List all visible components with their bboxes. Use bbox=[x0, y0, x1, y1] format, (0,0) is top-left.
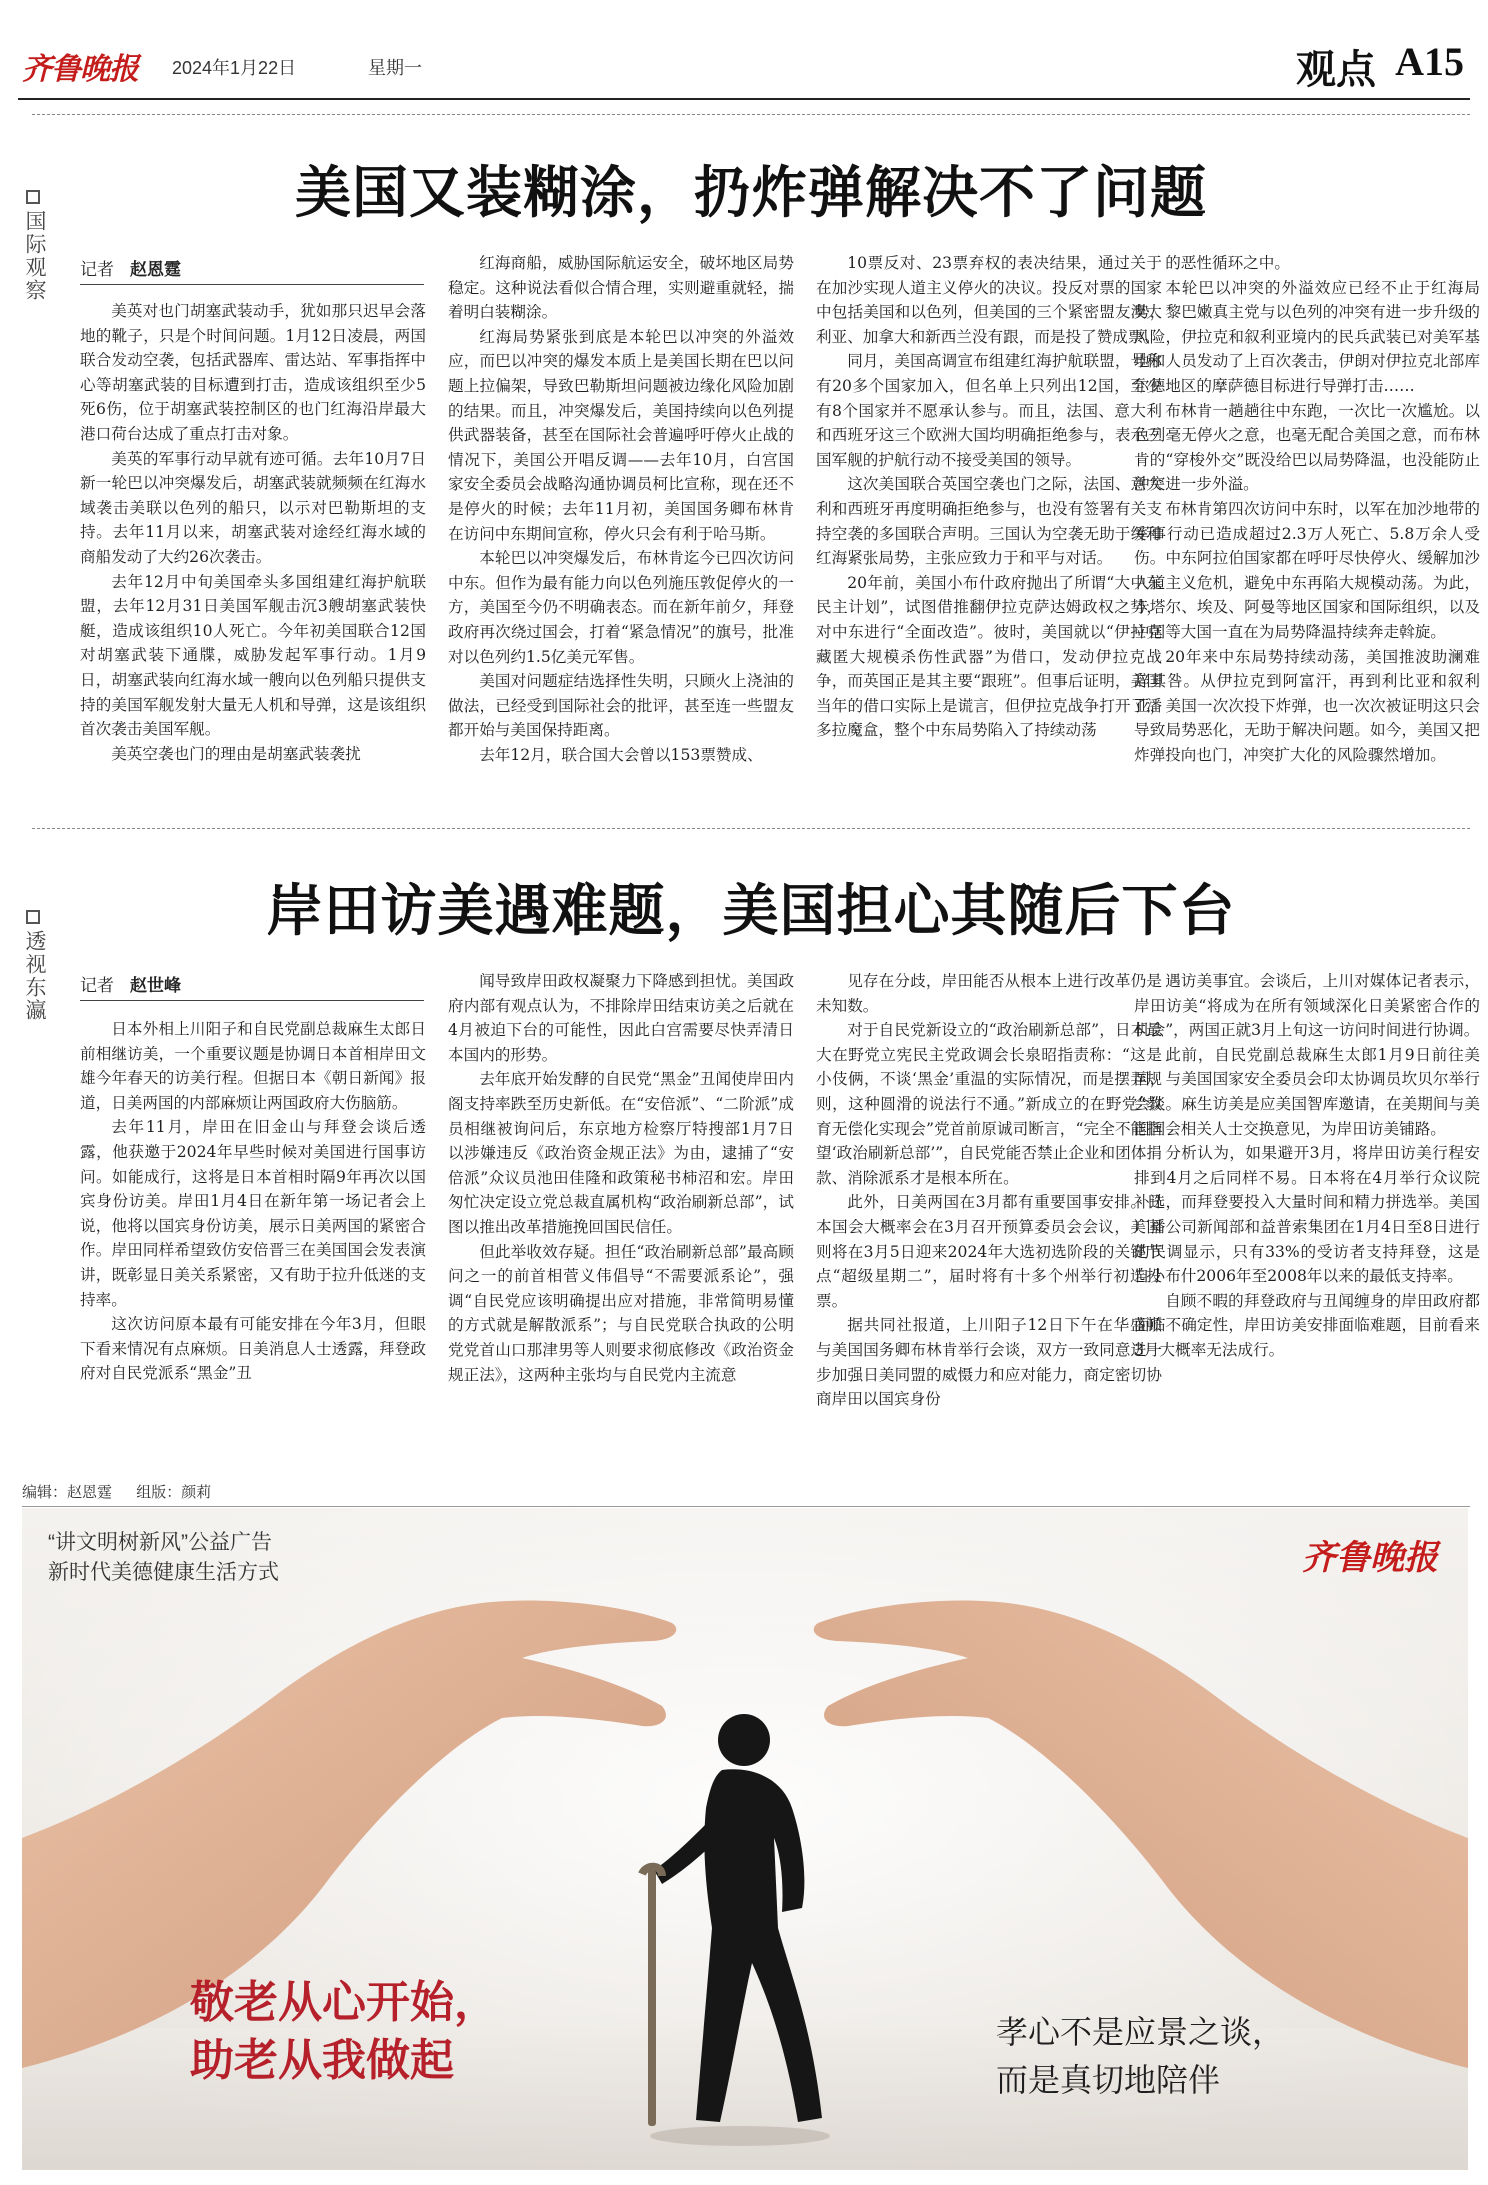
article-paragraph: 遇访美事宜。会谈后，上川对媒体记者表示，岸田访美“将成为在所有领域深化日美紧密合作的机会”，两国正就3月上旬这一访问时间进行协调。 bbox=[1134, 972, 1480, 1040]
article-paragraph: 这次访问原本最有可能安排在今年3月，但眼下看来情况有点麻烦。日美消息人士透露，拜登政府对自民党派系“黑金”丑 bbox=[80, 1315, 426, 1383]
article-1-column-2 bbox=[448, 251, 794, 799]
article-paragraph: 美英的军事行动早就有迹可循。去年10月7日新一轮巴以冲突爆发后，胡塞武装就频频在红海水域袭击美联以色列的船只，以示对巴勒斯坦的支持。去年11月以来，胡塞武装对途经红海水域的商船发动了大约26次袭击。 bbox=[80, 449, 426, 566]
article-paragraph: 对于自民党新设立的“政治刷新总部”，日本最大在野党立宪民主党政调会长泉昭指责称：“这是小伎俩，不谈‘黑金’重温的实际情况，而是摆弄规则，这种圆滑的说法行不通。”新成立的在野党“教育无偿化实现会”党首前原诚司断言，“完全不能指望‘政治刷新总部’”，自民党能否禁止企业和团体捐款、消除派系才是根本所在。 bbox=[816, 1021, 1162, 1187]
column-label-international: 国际观察 bbox=[22, 190, 44, 308]
ad-campaign-tag: “讲文明树新风”公益广告 新时代美德健康生活方式 bbox=[48, 1531, 279, 1584]
editor-name: 编辑：赵恩霆 bbox=[22, 1484, 113, 1501]
article-paragraph: 自顾不暇的拜登政府与丑闻缠身的岸田政府都面临不确定性，岸田访美安排面临难题，目前看来3月大概率无法成行。 bbox=[1134, 1291, 1480, 1359]
article-paragraph: 美国对问题症结选择性失明，只顾火上浇油的做法，已经受到国际社会的批评，甚至连一些盟友都开始与美国保持距离。 bbox=[448, 672, 794, 740]
article-paragraph: 10票反对、23票弃权的表决结果，通过关于在加沙实现人道主义停火的决议。投反对票的国家中包括美国和以色列，但美国的三个紧密盟友澳大利亚、加拿大和新西兰没有跟，而是投了赞成票。 bbox=[816, 254, 1162, 346]
ad-newspaper-logo: 齐鲁晚报 bbox=[1302, 1538, 1438, 1578]
article-2-title: 岸田访美遇难题，美国担心其随后下台 bbox=[266, 878, 1236, 944]
article-paragraph: 20年来中东局势持续动荡，美国推波助澜难辞其咎。从伊拉克到阿富汗，再到利比亚和叙利亚，美国一次次投下炸弹，也一次次被证明这只会导致局势恶化，无助于解决问题。如今，美国又把炸弹投向也门，冲突扩大化的风险骤然增加。 bbox=[1134, 647, 1480, 764]
article-1-title: 美国又装糊涂，扔炸弹解决不了问题 bbox=[295, 160, 1207, 226]
article-paragraph: 此前，自民党副总裁麻生太郎1月9日前往美国，与美国国家安全委员会印太协调员坎贝尔举行会谈。麻生访美是应美国智库邀请，在美期间与美国国会相关人士交换意见，为岸田访美铺路。 bbox=[1134, 1045, 1480, 1138]
article-paragraph: 布林肯第四次访问中东时，以军在加沙地带的军事行动已造成超过2.3万人死亡、5.8万余人受伤。中东阿拉伯国家都在呼吁尽快停火、缓解加沙人道主义危机，避免中东再陷大规模动荡。为此，卡塔尔、埃及、阿曼等地区国家和国际组织，以及中国等大国一直在为局势降温持续奔走斡旋。 bbox=[1134, 499, 1480, 641]
article-1 bbox=[32, 114, 1480, 814]
public-service-ad bbox=[22, 1508, 1468, 2170]
article-paragraph: 这次美国联合英国空袭也门之际，法国、意大利和西班牙再度明确拒绝参与，也没有签署有关支持空袭的多国联合声明。三国认为空袭无助于缓和红海紧张局势，主张应致力于和平与对话。 bbox=[816, 475, 1162, 568]
article-2-column-4 bbox=[1134, 969, 1480, 1467]
article-2-column-3 bbox=[816, 969, 1162, 1467]
ad-slogan-left: 敬老从心开始， 助老从我做起 bbox=[190, 1977, 498, 2086]
article-paragraph: 据共同社报道，上川阳子12日下午在华盛顿与美国国务卿布林肯举行会谈，双方一致同意进一步加强日美同盟的威慑力和应对能力，商定密切协商岸田以国宾身份 bbox=[816, 1316, 1162, 1409]
article-paragraph: 去年底开始发酵的自民党“黑金”丑闻使岸田内阁支持率跌至历史新低。在“安倍派”、“二阶派”成员相继被询问后，东京地方检察厅特搜部1月7日以涉嫌违反《政治资金规正法》为由，逮捕了“安倍派”众议员池田佳隆和政策秘书柿沼和宏。岸田匆忙决定设立党总裁直属机构“政治刷新总部”，试图以推出改革措施挽回国民信任。 bbox=[448, 1070, 794, 1236]
article-paragraph: 20年前，美国小布什政府抛出了所谓“大中东民主计划”，试图借推翻伊拉克萨达姆政权之势，对中东进行“全面改造”。彼时，美国就以“伊拉克藏匿大规模杀伤性武器”为借口，发动伊拉克战争，而英国正是其主要“跟班”。但事后证明，美国当年的借口实际上是谎言，但伊拉克战争打开了潘多拉魔盒，整个中东局势陷入了持续动荡 bbox=[816, 573, 1162, 740]
article-paragraph: 美英空袭也门的理由是胡塞武装袭扰 bbox=[111, 744, 361, 763]
article-1-byline: 记者 赵恩霆 bbox=[80, 255, 424, 285]
article-1-author: 赵恩霆 bbox=[130, 260, 181, 279]
article-paragraph: 的恶性循环之中。 bbox=[1165, 254, 1290, 272]
article-paragraph: 本轮巴以冲突爆发后，布林肯迄今已四次访问中东。但作为最有能力向以色列施压敦促停火的一方，美国至今仍不明确表态。而在新年前夕，拜登政府再次绕过国会，打着“紧急情况”的旗号，批准对以色列约1.5亿美元军售。 bbox=[448, 549, 794, 666]
article-2-author: 赵世峰 bbox=[130, 976, 181, 995]
article-paragraph: 红海商船，威胁国际航运安全，破坏地区局势稳定。这种说法看似合情合理，实则避重就轻，揣着明白装糊涂。 bbox=[448, 254, 794, 322]
article-paragraph: 美英对也门胡塞武装动手，犹如那只迟早会落地的靴子，只是个时间问题。1月12日凌晨，两国联合发动空袭，包括武器库、雷达站、军事指挥中心等胡塞武装的目标遭到打击，造成该组织至少5死6伤，位于胡塞武装控制区的也门红海沿岸最大港口荷台达成了重点打击对象。 bbox=[80, 302, 426, 443]
column-label-japan: 透视东瀛 bbox=[22, 910, 44, 1028]
section-name: 观点 bbox=[1296, 46, 1376, 93]
masthead bbox=[18, 0, 1470, 100]
layout-name: 组版：颜莉 bbox=[136, 1484, 212, 1501]
article-paragraph: 分析认为，如果避开3月，将岸田访美行程安排到4月之后同样不易。日本将在4月举行众议院补选，而拜登要投入大量时间和精力拼选举。美国广播公司新闻部和益普索集团在1月4日至8日进行的民调显示，只有33%的受访者支持拜登，这是自小布什2006年至2008年以来的最低支持率。 bbox=[1134, 1144, 1480, 1286]
article-paragraph: 红海局势紧张到底是本轮巴以冲突的外溢效应，而巴以冲突的爆发本质上是美国长期在巴以问题上拉偏架，导致巴勒斯坦问题被边缘化风险加剧的结果。而且，冲突爆发后，美国持续向以色列提供武器装备，甚至在国际社会普遍呼吁停火止战的情况下，美国公开唱反调——去年10月，白宫国家安全委员会战略沟通协调员柯比宣称，现在还不是停火的时候；去年11月初，美国国务卿布林肯在访问中东期间宣称，停火只会有利于哈马斯。 bbox=[448, 327, 794, 543]
ad-slogan-right: 孝心不是应景之谈， 而是真切地陪伴 bbox=[996, 2014, 1285, 2098]
article-paragraph: 本轮巴以冲突的外溢效应已经不止于红海局势，黎巴嫩真主党与以色列的冲突有进一步升级的风险，伊拉克和叙利亚境内的民兵武装已对美军基地和人员发动了上百次袭击，伊朗对伊拉克北部库尔德地区的摩萨德目标进行导弹打击…… bbox=[1134, 278, 1480, 395]
article-paragraph: 见存在分歧，岸田能否从根本上进行改革仍是未知数。 bbox=[816, 972, 1162, 1015]
article-paragraph: 闻导致岸田政权凝聚力下降感到担忧。美国政府内部有观点认为，不排除岸田结束访美之后就在4月被迫下台的可能性，因此白宫需要尽快弄清日本国内的形势。 bbox=[448, 972, 794, 1064]
article-paragraph: 去年12月，联合国大会曾以153票赞成、 bbox=[479, 745, 763, 764]
article-2-column-1 bbox=[80, 1017, 426, 1467]
article-paragraph: 布林肯一趟趟往中东跑，一次比一次尴尬。以色列毫无停火之意，也毫无配合美国之意，而布林肯的“穿梭外交”既没给巴以局势降温，也没能防止冲突进一步外溢。 bbox=[1134, 401, 1480, 494]
editor-credits bbox=[22, 1481, 1470, 1507]
article-paragraph: 日本外相上川阳子和自民党副总裁麻生太郎日前相继访美，一个重要议题是协调日本首相岸田文雄今年春天的访美行程。但据日本《朝日新闻》报道，日美两国的内部麻烦让两国政府大伤脑筋。 bbox=[80, 1020, 426, 1112]
article-paragraph: 同月，美国高调宣布组建红海护航联盟，号称有20多个国家加入，但名单上只列出12国，至少有8个国家并不愿承认参与。而且，法国、意大利和西班牙这三个欧洲大国均明确拒绝参与，表示三国军舰的护航行动不接受美国的领导。 bbox=[816, 352, 1162, 469]
article-paragraph: 但此举收效存疑。担任“政治刷新总部”最高顾问之一的前首相菅义伟倡导“不需要派系论”，强调“自民党应该明确提出应对措施，非常简明易懂的方式就是解散派系”；与自民党联合执政的公明党党首山口那津男等人则要求彻底修改《政治资金规正法》，这两种主张均与自民党内主流意 bbox=[448, 1242, 794, 1384]
issue-date: 2024年1月22日 bbox=[172, 58, 297, 78]
article-paragraph: 此外，日美两国在3月都有重要国事安排。日本国会大概率会在3月召开预算委员会会议，美国则将在3月5日迎来2024年大选初选阶段的关键节点“超级星期二”，届时将有十多个州举行初选投票。 bbox=[816, 1193, 1162, 1310]
article-2-byline: 记者 赵世峰 bbox=[80, 971, 424, 1001]
newspaper-logo: 齐鲁晚报 bbox=[22, 52, 138, 87]
article-2 bbox=[32, 828, 1480, 1478]
article-paragraph: 去年12月中旬美国牵头多国组建红海护航联盟，去年12月31日美国军舰击沉3艘胡塞武装快艇，造成该组织10人死亡。今年初美国联合12国对胡塞武装下通牒，威胁发起军事行动。1月9日，胡塞武装向红海水域一艘向以色列船只提供支持的美国军舰发射大量无人机和导弹，这是该组织首次袭击美国军舰。 bbox=[80, 572, 426, 739]
article-1-column-4 bbox=[1134, 251, 1480, 799]
article-paragraph: 去年11月，岸田在旧金山与拜登会谈后透露，他获邀于2024年早些时候对美国进行国事访问。如能成行，这将是日本首相时隔9年再次以国宾身份访美。岸田1月4日在新年第一场记者会上说，他将以国宾身份访美，展示日美两国的紧密合作。岸田同样希望致仿安倍晋三在美国国会发表演讲，既彰显日美关系紧密，又有助于拉升低迷的支持率。 bbox=[80, 1118, 426, 1309]
article-2-column-2 bbox=[448, 969, 794, 1467]
article-1-column-1 bbox=[80, 299, 426, 799]
page-number: A15 bbox=[1395, 39, 1464, 84]
article-1-column-3 bbox=[816, 251, 1162, 799]
issue-weekday: 星期一 bbox=[368, 58, 422, 78]
